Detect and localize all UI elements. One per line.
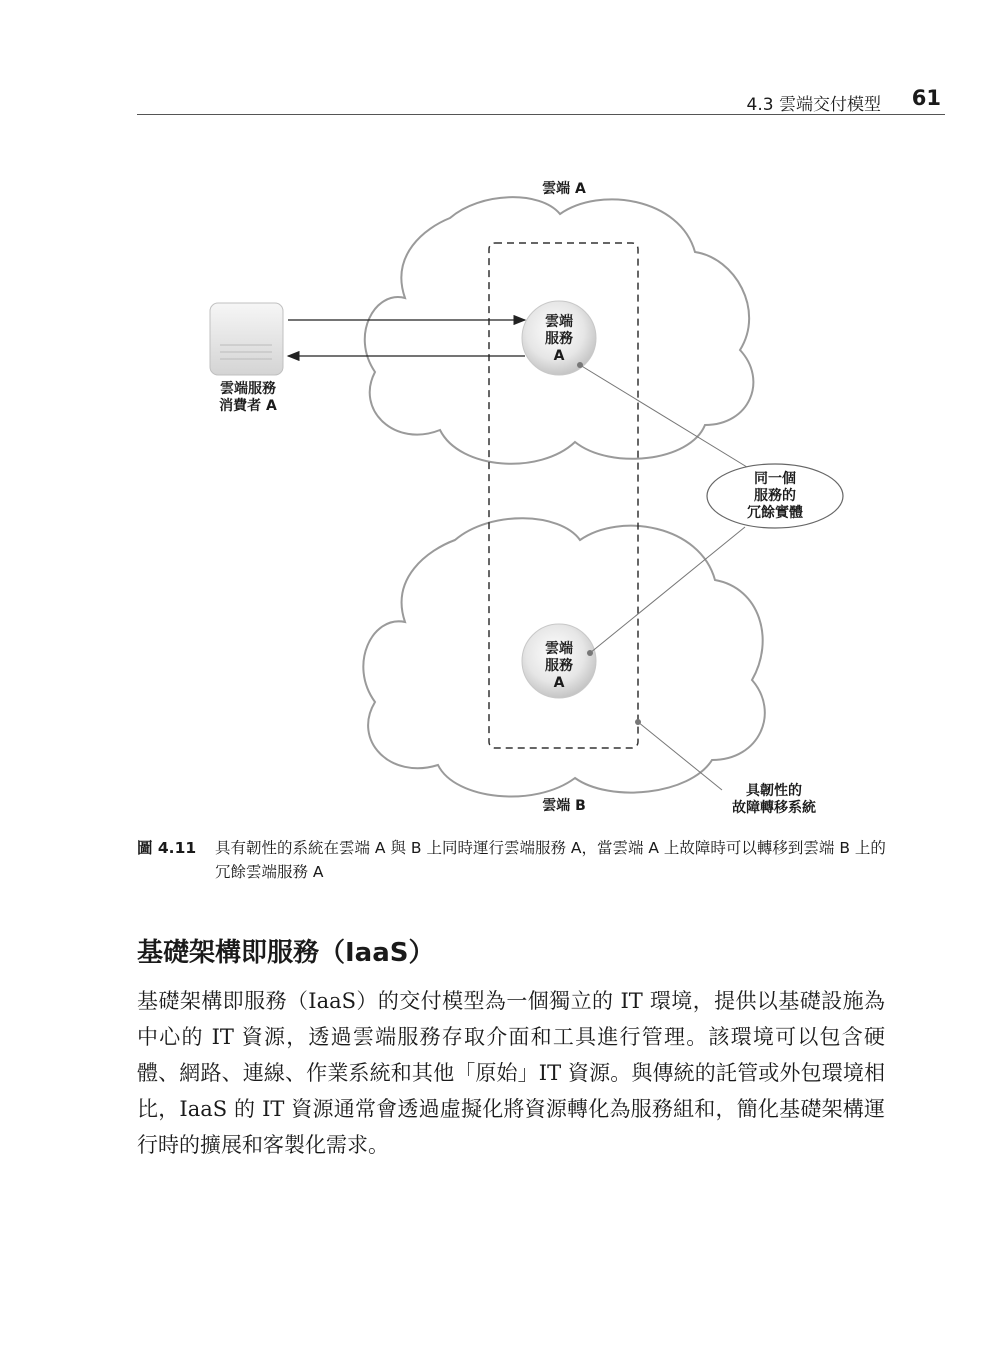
service-a-top-label	[529, 314, 589, 365]
failover-label-line-1: 具韌性的	[746, 783, 802, 799]
header-section-title: 4.3 雲端交付模型	[746, 95, 881, 115]
cloud-a-label: 雲端 A	[542, 181, 586, 197]
consumer-label-line-2: 消費者 A	[219, 398, 277, 414]
redundant-label-line-3: 冗餘實體	[747, 505, 803, 521]
figure-number: 圖 4.11	[137, 839, 197, 857]
section-heading: 基礎架構即服務（IaaS）	[137, 938, 435, 968]
service-a-top-line-2: 服務	[545, 331, 573, 347]
cloud-b-label: 雲端 B	[542, 798, 586, 814]
service-a-top-line-1: 雲端	[545, 314, 573, 330]
consumer-label	[196, 381, 300, 415]
service-a-bottom-line-2: 服務	[545, 658, 573, 674]
consumer-label-line-1: 雲端服務	[220, 381, 276, 397]
caption-text: 具有韌性的系統在雲端 A 與 B 上同時運行雲端服務 A，當雲端 A 上故障時可以轉移到雲端 B 上的冗餘雲端服務 A	[215, 839, 886, 881]
service-a-bottom-label	[529, 641, 589, 692]
failover-label	[712, 783, 836, 817]
body-paragraph: 基礎架構即服務（IaaS）的交付模型為一個獨立的 IT 環境，提供以基礎設施為中心的 IT 資源，透過雲端服務存取介面和工具進行管理。該環境可以包含硬體、網路、連線、作業系統和其他「原始」IT 資源。與傳統的託管或外包環境相比，IaaS 的 IT 資源通常會透過虛擬化將資源轉化為服務組和，簡化基礎架構運行時的擴展和客製化需求。	[137, 989, 885, 1157]
redundant-label-line-1: 同一個	[754, 471, 796, 487]
service-a-bottom-line-3: A	[553, 675, 565, 691]
service-a-bottom-line-1: 雲端	[545, 641, 573, 657]
redundant-label-line-2: 服務的	[754, 488, 796, 504]
service-a-top-line-3: A	[553, 348, 565, 364]
consumer-device	[210, 303, 283, 375]
failover-label-line-2: 故障轉移系統	[732, 800, 816, 816]
page-number: 61	[911, 86, 941, 110]
redundant-label	[725, 471, 825, 522]
